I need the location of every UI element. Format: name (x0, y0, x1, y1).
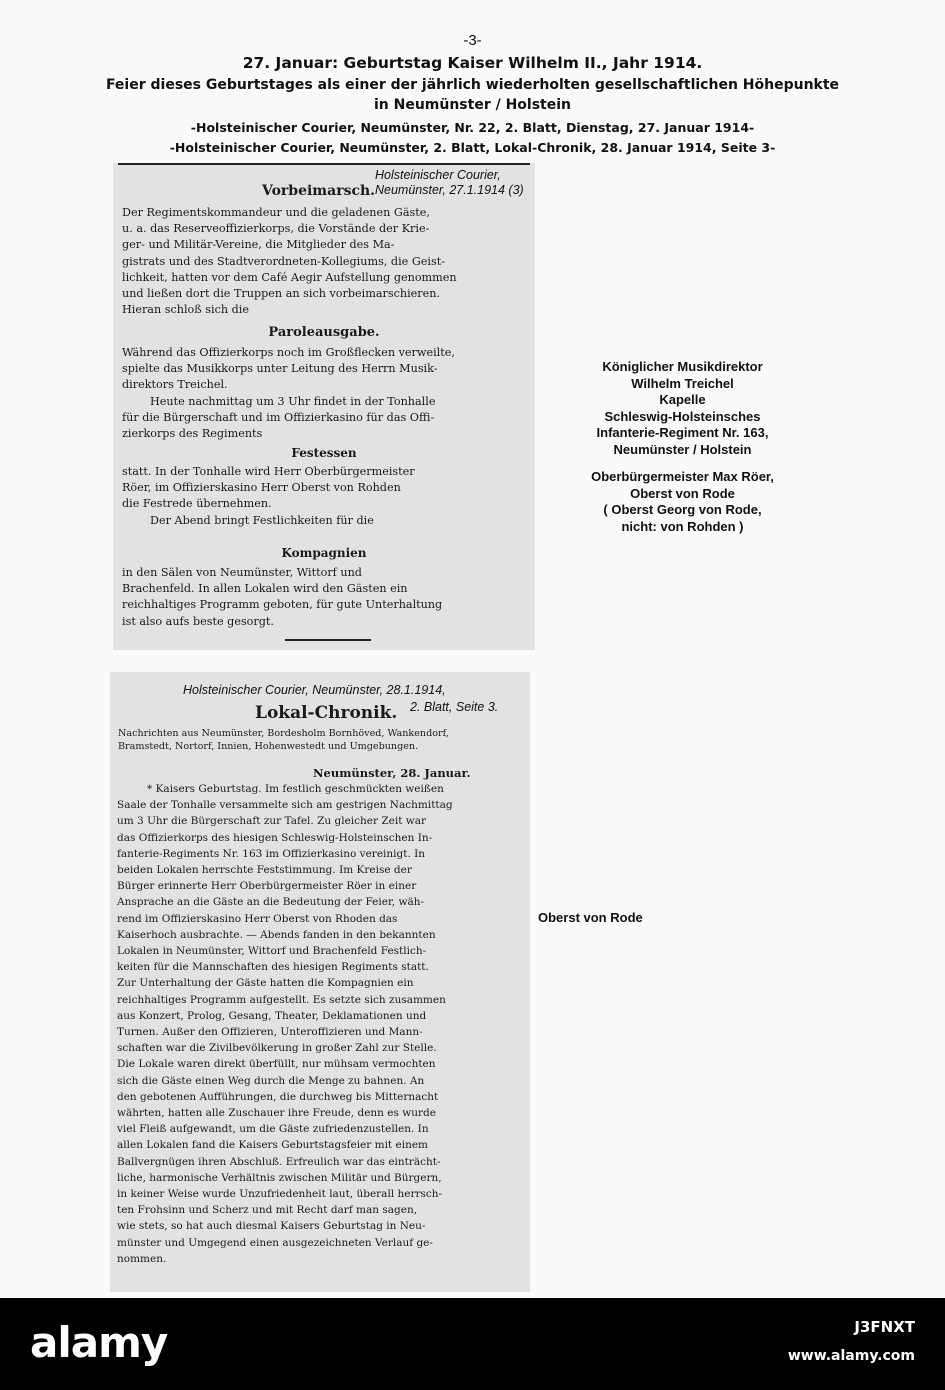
text-line: Lokalen in Neumünster, Wittorf und Brachenfeld Festlich- (117, 945, 427, 958)
page-number: -3- (463, 32, 482, 49)
clipping-1-heading-3: Festessen (291, 446, 357, 460)
text-line: Hieran schloß sich die (122, 303, 249, 317)
text-line: Oberst von Rode (630, 485, 735, 501)
text-line: beiden Lokalen herrschte Feststimmung. Im Kreise der (117, 864, 412, 877)
text-line: das Offizierkorps des hiesigen Schleswig-Holsteinschen In- (117, 831, 433, 844)
text-line: Bürger erinnerte Herr Oberbürgermeister Röer in einer (117, 880, 417, 893)
text-line: Kapelle (659, 392, 706, 407)
text-line: und ließen dort die Truppen an sich vorbeimarschieren. (122, 287, 441, 301)
source-reference-2: -Holsteinischer Courier, Neumünster, 2. Blatt, Lokal-Chronik, 28. Januar 1914, Seite 3- (169, 140, 776, 155)
clipping-1-heading: Vorbeimarsch. (262, 183, 376, 199)
text-line: schaften war die Zivilbevölkerung in großer Zahl zur Stelle. (117, 1042, 437, 1055)
clipping-1-source-line-2: Neumünster, 27.1.1914 (3) (375, 183, 524, 197)
clipping-2-subheading (118, 727, 449, 753)
clipping-1-source (375, 168, 535, 198)
text-line: Kaiserhoch ausbrachte. — Abends fanden in den bekannten (117, 928, 436, 941)
source-reference-1: -Holsteinischer Courier, Neumünster, Nr. 22, 2. Blatt, Dienstag, 27. Januar 1914- (190, 120, 755, 135)
text-line: ten Frohsinn und Scherz und mit Recht darf man sagen, (117, 1204, 418, 1217)
text-line: aus Konzert, Prolog, Gesang, Theater, Deklamationen und (117, 1009, 427, 1022)
text-line: nommen. (117, 1252, 167, 1265)
text-line: in keiner Weise wurde Unzufriedenheit laut, überall herrsch- (117, 1188, 443, 1201)
text-line: reichhaltiges Programm geboten, für gute Unterhaltung (122, 598, 443, 612)
subtitle-line-1: Feier dieses Geburtstages als einer der jährlich wiederholten gesellschaftlichen Höhepunkte (105, 77, 840, 93)
text-line: ist also aufs beste gesorgt. (122, 614, 274, 628)
document-title: 27. Januar: Geburtstag Kaiser Wilhelm II., Jahr 1914. (242, 54, 703, 72)
text-line: direktors Treichel. (122, 378, 228, 392)
text-line: Schleswig-Holsteinsches (604, 408, 761, 424)
clipping-2-dateline: Neumünster, 28. Januar. (313, 766, 471, 780)
text-line: statt. In der Tonhalle wird Herr Oberbürgermeister (122, 465, 415, 478)
text-line: u. a. das Reserveoffizierkorps, die Vorstände der Krie- (122, 222, 430, 236)
text-line: viel Fleiß aufgewandt, um die Gäste zufriedenzustellen. In (117, 1123, 429, 1136)
side-note-musikdirektor (560, 359, 805, 458)
text-line: Nachrichten aus Neumünster, Bordesholm Bornhöved, Wankendorf, (118, 728, 449, 739)
text-line: rend im Offizierskasino Herr Oberst von Rhoden das (117, 912, 398, 925)
text-line: Während das Offizierkorps noch im Großflecken verweilte, (122, 346, 455, 359)
text-line: liche, harmonische Verhältnis zwischen Militär und Bürgern, (117, 1171, 442, 1184)
text-line: Neumünster / Holstein (613, 441, 752, 457)
clipping-top-rule (118, 163, 530, 165)
clipping-1-source-line-1: Holsteinischer Courier, (375, 168, 501, 182)
text-line: fanterie-Regiments Nr. 163 im Offizierkasino vereinigt. In (117, 847, 426, 860)
text-line: Röer, im Offizierskasino Herr Oberst von Rohden (122, 481, 401, 495)
text-line: Infanterie-Regiment Nr. 163, (596, 425, 769, 440)
text-line: Königlicher Musikdirektor (602, 359, 763, 374)
text-line: Oberbürgermeister Max Röer, (591, 469, 774, 484)
text-line: Ansprache an die Gäste an die Bedeutung der Feier, wäh- (117, 896, 425, 909)
text-line: ( Oberst Georg von Rode, (603, 502, 762, 517)
text-line: Bramstedt, Nortorf, Innien, Hohenwestedt und Umgebungen. (118, 741, 419, 752)
clipping-2-source-line-2: 2. Blatt, Seite 3. (410, 700, 499, 714)
text-line: wie stets, so hat auch diesmal Kaisers Geburtstag in Neu- (117, 1220, 426, 1233)
clipping-2-body (117, 781, 453, 1267)
text-line: die Festrede übernehmen. (122, 497, 272, 511)
text-line: Ballvergnügen ihren Abschluß. Erfreulich war das einträcht- (117, 1155, 441, 1168)
clipping-1-paragraph-3 (122, 464, 415, 529)
clipping-1-heading-4: Kompagnien (281, 546, 367, 560)
clipping-1-paragraph-2 (122, 345, 455, 442)
site-url: www.alamy.com (787, 1348, 915, 1364)
text-line: keiten für die Mannschaften des hiesigen Regiments statt. (117, 961, 429, 974)
text-line: für die Bürgerschaft und im Offizierkasino für das Offi- (122, 410, 435, 424)
clipping-1-heading-2: Paroleausgabe. (268, 325, 380, 340)
image-code: J3FNXT (854, 1318, 915, 1336)
subtitle-line-2: in Neumünster / Holstein (373, 97, 572, 113)
text-line: Die Lokale waren direkt überfüllt, nur mühsam vermochten (117, 1058, 436, 1071)
text-line: Der Abend bringt Festlichkeiten für die (150, 513, 374, 527)
text-line: den gebotenen Aufführungen, die durchweg bis Mitternacht (117, 1090, 439, 1103)
text-line: gistrats und des Stadtverordneten-Kollegiums, die Geist- (122, 254, 445, 268)
clipping-2-source-line-1: Holsteinischer Courier, Neumünster, 28.1.1914, (183, 683, 446, 697)
side-note-oberst: Oberst von Rode (538, 910, 643, 925)
text-line: in den Sälen von Neumünster, Wittorf und (122, 566, 362, 579)
text-line: sich die Gäste einen Weg durch die Menge zu bahnen. An (117, 1074, 425, 1087)
text-line: lichkeit, hatten vor dem Café Aegir Aufstellung genommen (122, 270, 457, 284)
text-line: reichhaltiges Programm aufgestellt. Es setzte sich zusammen (117, 993, 446, 1006)
text-line: Brachenfeld. In allen Lokalen wird den Gästen ein (122, 582, 408, 596)
text-line: um 3 Uhr die Bürgerschaft zur Tafel. Zu gleicher Zeit war (117, 815, 427, 828)
text-line: Turnen. Außer den Offizieren, Unteroffizieren und Mann- (117, 1026, 423, 1039)
text-line: währten, hatten alle Zuschauer ihre Freude, denn es wurde (117, 1107, 436, 1120)
side-note-oberbuergermeister (560, 469, 805, 535)
clipping-1-paragraph-1 (122, 205, 457, 318)
text-line: allen Lokalen fand die Kaisers Geburtstagsfeier mit einem (117, 1139, 428, 1152)
text-line: münster und Umgegend einen ausgezeichneten Verlauf ge- (117, 1236, 433, 1249)
text-line: Wilhelm Treichel (631, 375, 734, 391)
text-line: spielte das Musikkorps unter Leitung des Herrn Musik- (122, 362, 438, 376)
clipping-2-heading: Lokal-Chronik. (255, 703, 398, 723)
text-line: nicht: von Rohden ) (621, 518, 744, 534)
text-line: zierkorps des Regiments (122, 427, 263, 441)
text-line: Zur Unterhaltung der Gäste hatten die Kompagnien ein (117, 977, 414, 990)
clipping-1-paragraph-4 (122, 565, 442, 630)
text-line: Saale der Tonhalle versammelte sich am gestrigen Nachmittag (117, 799, 453, 812)
text-line: Der Regimentskommandeur und die geladenen Gäste, (122, 206, 430, 219)
text-line: * Kaisers Geburtstag. Im festlich geschmückten weißen (147, 783, 444, 795)
text-line: Heute nachmittag um 3 Uhr findet in der Tonhalle (150, 394, 436, 408)
alamy-logo: alamy (30, 1318, 168, 1367)
clipping-bottom-rule (285, 639, 371, 641)
text-line: ger- und Militär-Vereine, die Mitglieder des Ma- (122, 238, 395, 252)
